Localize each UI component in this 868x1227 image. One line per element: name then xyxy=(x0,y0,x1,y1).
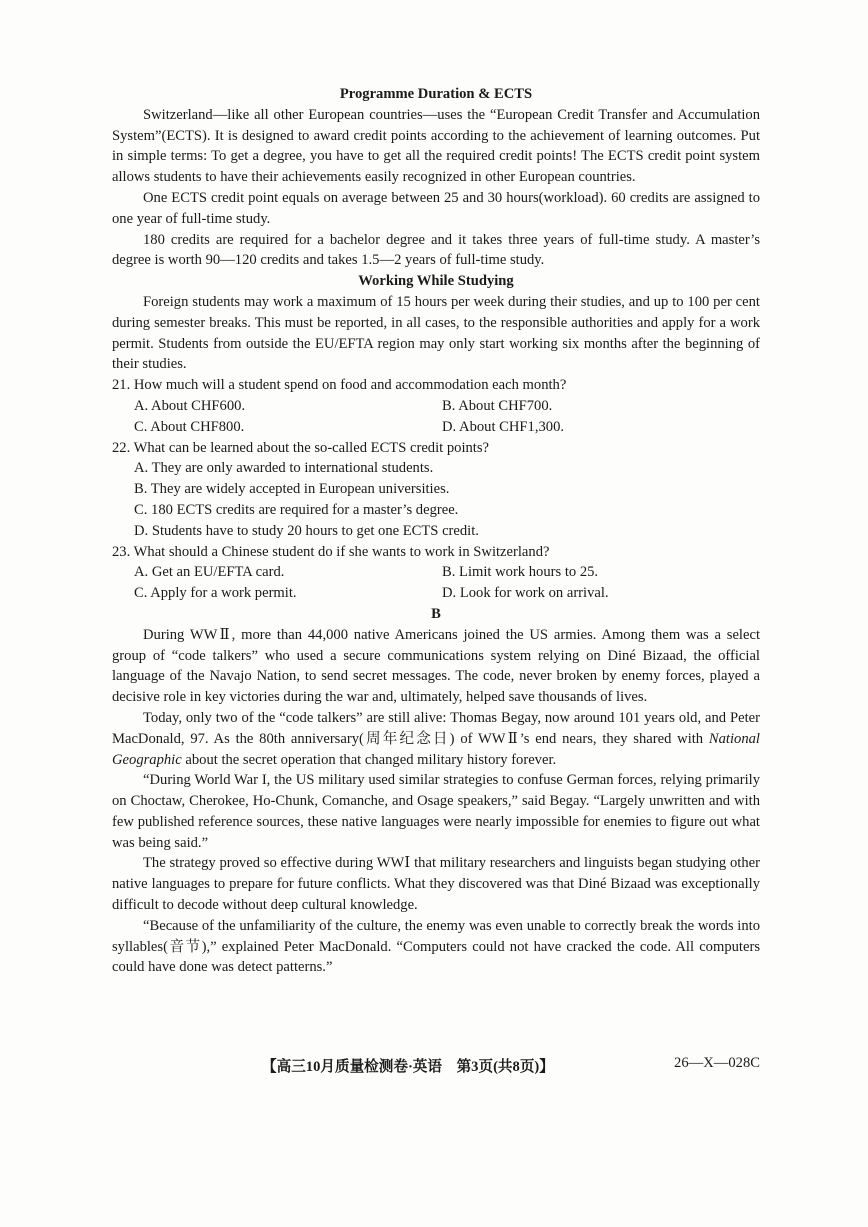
paragraph: The strategy proved so effective during WWⅠ that military researchers and linguists began studying other native languages to prepare for future conflicts. What they discovered was that Diné Bizaad was exceptionally difficult to decode without deep cultural knowledge. xyxy=(112,855,760,914)
option: A. About CHF600. xyxy=(134,397,246,414)
question-21: 21. How much will a student spend on food and accommodation each month? xyxy=(112,377,567,394)
paragraph: Foreign students may work a maximum of 15 hours per week during their studies, and up to 100 per cent during semester breaks. This must be reported, in all cases, to the responsible authorities and apply for a work permit. Students from outside the EU/EFTA region may only start working six months after the beginning of their studies. xyxy=(112,293,760,373)
paragraph-text: about the secret operation that changed military history forever. xyxy=(181,751,557,768)
magazine-title: National Geographic xyxy=(112,730,760,768)
paragraph xyxy=(112,708,760,770)
question-23: 23. What should a Chinese student do if she wants to work in Switzerland? xyxy=(112,543,550,560)
footer-code: 26—X—028C xyxy=(674,1055,760,1071)
option: B. About CHF700. xyxy=(442,397,553,414)
heading-working: Working While Studying xyxy=(358,273,514,290)
paragraph-text: Today, only two of the “code talkers” are still alive: Thomas Begay, now around 101 years old, and Peter MacDonald, 97. As the 80th anniversary(周年纪念日) of WWⅡ’s end nears, they shared with xyxy=(112,709,760,747)
option: C. Apply for a work permit. xyxy=(134,585,297,602)
paragraph: “Because of the unfamiliarity of the culture, the enemy was even unable to correctly break the words into syllables(音节),” explained Peter MacDonald. “Computers could not have cracked the code. All computers could have done was detect patterns.” xyxy=(112,917,760,976)
option: A. They are only awarded to international students. xyxy=(134,460,434,477)
paragraph: Switzerland—like all other European countries—uses the “European Credit Transfer and Accumulation System”(ECTS). It is designed to award credit points according to the achievement of learning outcomes. Put in simple terms: To get a degree, you have to get all the required credit points! The ECTS credit point system allows students to have their achievements easily recognized in other European countries. xyxy=(112,106,760,186)
section-b-heading: B xyxy=(431,605,441,622)
question-22: 22. What can be learned about the so-called ECTS credit points? xyxy=(112,439,490,456)
options-23 xyxy=(112,562,760,604)
page-content xyxy=(112,84,760,978)
option: D. Students have to study 20 hours to get one ECTS credit. xyxy=(134,522,479,539)
options-21 xyxy=(112,396,760,438)
option: A. Get an EU/EFTA card. xyxy=(134,564,285,581)
heading-programme: Programme Duration & ECTS xyxy=(339,86,533,102)
option: B. Limit work hours to 25. xyxy=(442,564,599,581)
options-22 xyxy=(112,458,760,541)
paragraph: “During World War I, the US military used similar strategies to confuse German forces, relying primarily on Choctaw, Cherokee, Ho-Chunk, Comanche, and Osage speakers,” said Begay. “Largely unwritten and with few published reference sources, these native languages were nearly impossible for enemies to figure out what was being said.” xyxy=(112,772,760,851)
option: B. They are widely accepted in European universities. xyxy=(134,481,450,498)
page-footer xyxy=(262,1055,760,1076)
paragraph: One ECTS credit point equals on average between 25 and 30 hours(workload). 60 credits are assigned to one year of full-time study. xyxy=(112,189,760,227)
paragraph: During WWⅡ, more than 44,000 native Americans joined the US armies. Among them was a select group of “code talkers” who used a secure communications system relying on Diné Bizaad, the official language of the Navajo Nation, to send secret messages. The code, never broken by enemy forces, played a decisive role in key victories during the war and, ultimately, helped save thousands of lives. xyxy=(112,626,760,706)
option: D. About CHF1,300. xyxy=(442,418,565,435)
option: C. 180 ECTS credits are required for a master’s degree. xyxy=(134,501,459,518)
option: C. About CHF800. xyxy=(134,418,245,435)
option: D. Look for work on arrival. xyxy=(442,585,609,602)
paragraph: 180 credits are required for a bachelor degree and it takes three years of full-time study. A master’s degree is worth 90—120 credits and takes 1.5—2 years of full-time study. xyxy=(112,231,760,269)
footer-label: 【高三10月质量检测卷·英语 第3页(共8页)】 xyxy=(262,1059,554,1075)
